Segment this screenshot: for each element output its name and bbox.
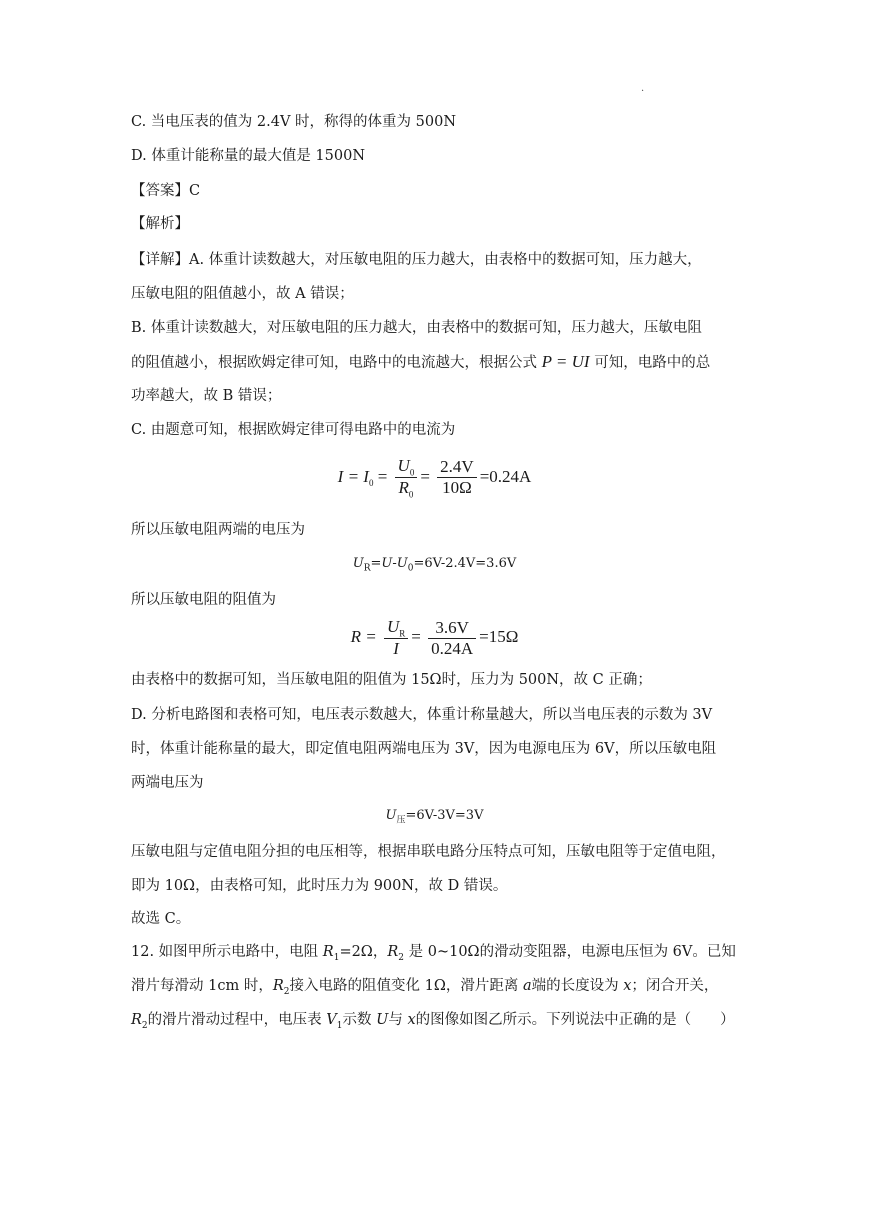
current-formula: $I = I_0$ = $\frac{U_0}{R_0}$ = $\frac{2.4V}{10\Omega}$ =0.24A xyxy=(337,456,532,500)
detail-c-line4: 由表格中的数据可知，当压敏电阻的阻值为 15Ω时，压力为 500N，故 C 正确； xyxy=(131,672,652,688)
corner-mark: · xyxy=(641,86,645,97)
analysis-label: 【解析】 xyxy=(131,216,189,232)
detail-d-line3: 两端电压为 xyxy=(131,775,204,791)
question-12-line1: 12. 如图甲所示电路中，电阻 $R_1=2\Omega$，$R_2$ 是 0~10Ω的滑动变阻器，电源电压恒为 6V。已知 xyxy=(131,944,736,963)
detail-a-line2: 压敏电阻的阻值越小，故 A 错误； xyxy=(131,286,354,302)
detail-b-line1: B. 体重计读数越大，对压敏电阻的压力越大，由表格中的数据可知，压力越大，压敏电阻 xyxy=(131,320,702,336)
option-d: D. 体重计能称量的最大值是 1500N xyxy=(131,148,366,164)
choice-conclusion: 故选 C。 xyxy=(131,911,191,927)
detail-c-line3: 所以压敏电阻的阻值为 xyxy=(131,592,276,608)
detail-c-line1: C. 由题意可知，根据欧姆定律可得电路中的电流为 xyxy=(131,422,456,438)
option-c: C. 当电压表的值为 2.4V 时，称得的体重为 500N xyxy=(131,114,457,130)
power-formula: P = UI xyxy=(541,352,590,371)
detail-d-line4: 压敏电阻与定值电阻分担的电压相等，根据串联电路分压特点可知，压敏电阻等于定值电阻， xyxy=(131,844,726,860)
detail-d-line2: 时，体重计能称量的最大，即定值电阻两端电压为 3V，因为电源电压为 6V，所以压敏电阻 xyxy=(131,741,717,757)
question-12-line2: 滑片每滑动 1cm 时，$R_2$接入电路的阻值变化 1Ω，滑片距离 a端的长度设为 x；闭合开关， xyxy=(131,978,719,997)
detail-b-line3: 功率越大，故 B 错误； xyxy=(131,388,282,404)
detail-d-line5: 即为 10Ω，由表格可知，此时压力为 900N，故 D 错误。 xyxy=(131,878,508,894)
question-12-line3: $R_2$的滑片滑动过程中，电压表 $V_1$示数 U与 x的图像如图乙所示。下列说法中正确的是（ ） xyxy=(131,1012,735,1031)
voltage-formula: $U_R=U-U_0=6V-2.4V=3.6V$ xyxy=(352,556,517,574)
detail-a-line1: 【详解】A. 体重计读数越大，对压敏电阻的压力越大，由表格中的数据可知，压力越大， xyxy=(131,252,702,268)
detail-b-line2-text-a: 的阻值越小，根据欧姆定律可知，电路中的电流越大，根据公式 xyxy=(131,355,537,371)
detail-b-line2 xyxy=(131,352,710,373)
detail-c-line2: 所以压敏电阻两端的电压为 xyxy=(131,522,305,538)
resistance-formula: R = $\frac{U_R}{I}$ = $\frac{3.6V}{0.24A}$ =15Ω xyxy=(350,617,519,659)
answer-label: 【答案】C xyxy=(131,183,201,199)
detail-b-line2-text-b: 可知，电路中的总 xyxy=(594,355,711,371)
detail-d-line1: D. 分析电路图和表格可知，电压表示数越大，体重计称量越大，所以当电压表的示数为 3V xyxy=(131,707,713,723)
voltage-formula-2: $U_压=6V-3V=3V$ xyxy=(385,808,484,826)
